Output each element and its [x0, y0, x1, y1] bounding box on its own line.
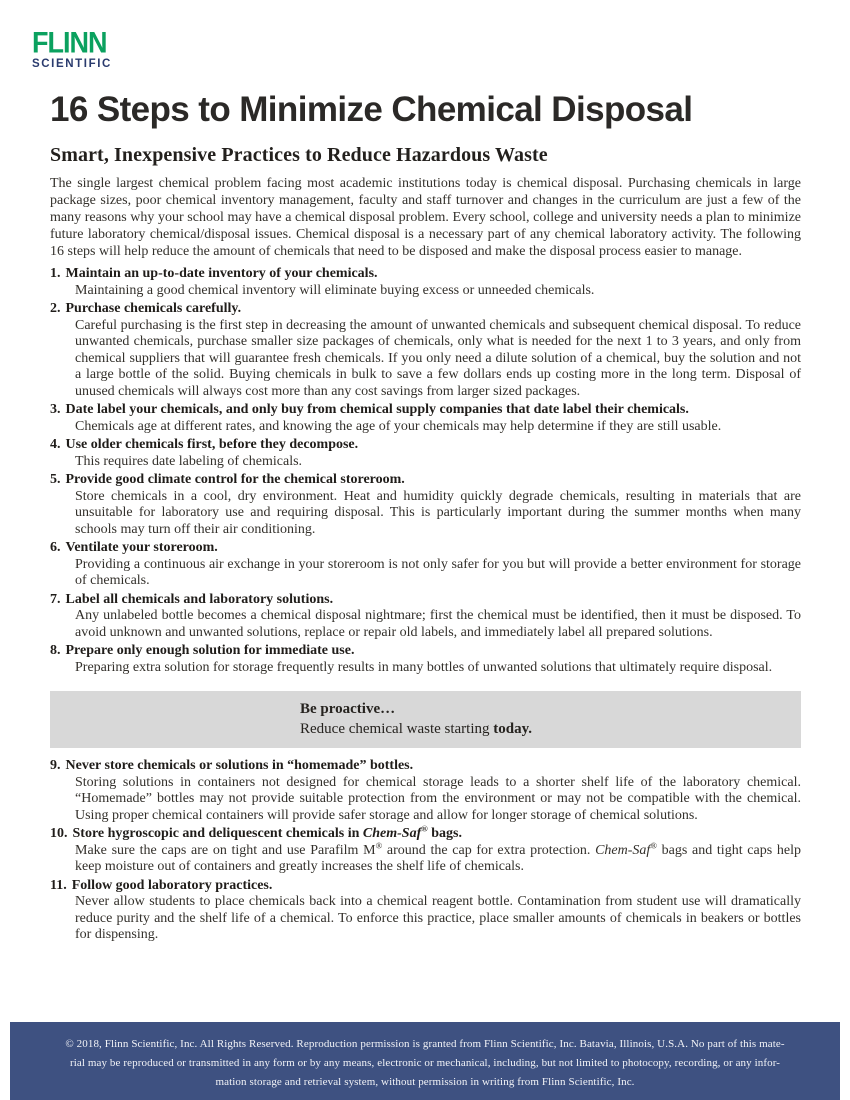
step-body: Never allow students to place chemicals back into a chemical reagent bottle. Contamination from student use will dramatically reduce purity and the shelf life of a chemical. To enforce this practice, place smaller amounts of chemicals in beakers or bottles for dispensing.	[75, 894, 801, 942]
step-item-8	[50, 643, 801, 676]
step-item-5	[50, 472, 801, 538]
step-item-6	[50, 540, 801, 590]
step-item-11	[50, 878, 801, 944]
document-content	[50, 88, 801, 944]
step-body: Preparing extra solution for storage frequently results in many bottles of unwanted solutions that ultimately require disposal.	[75, 659, 773, 675]
step-heading: 6. Ventilate your storeroom.	[50, 540, 218, 555]
step-body: Make sure the caps are on tight and use Parafilm M® around the cap for extra protection. Chem-Saf® bags and tight caps help keep moisture out of containers and greatly increases the shelf life of chemicals.	[75, 839, 801, 874]
step-heading: 1. Maintain an up-to-date inventory of your chemicals.	[50, 266, 378, 281]
steps-list-bottom	[50, 758, 801, 944]
step-number: 2.	[50, 301, 61, 316]
intro-paragraph: The single largest chemical problem facing most academic institutions today is chemical disposal. Purchasing chemicals in large package sizes, poor chemical inventory management, faculty and staff turnover and changes in the curriculum are just a few of the many reasons why your school may have a chemical disposal problem. Every school, college and university needs a plan to minimize future laboratory chemical/disposal issues. Chemical disposal is a necessary part of any chemical laboratory activity. The following 16 steps will help reduce the amount of chemicals that need to be disposed and make the disposal process easier to manage.	[50, 176, 801, 259]
footer-bar	[10, 1022, 840, 1100]
footer-copyright-line-2: rial may be reproduced or transmitted in any form or by any means, electronic or mechanical, including, but not limited to photocopy, recording, or any infor-	[69, 1057, 781, 1069]
step-body: Providing a continuous air exchange in your storeroom is not only safer for you but will provide a better environment for storage of chemicals.	[75, 556, 801, 588]
step-item-7	[50, 592, 801, 642]
footer-copyright-line-1: © 2018, Flinn Scientific, Inc. All Rights Reserved. Reproduction permission is granted from Flinn Scientific, Inc. Batavia, Illinois, U.S.A. No part of this mate-	[65, 1038, 785, 1050]
step-number: 11.	[50, 877, 67, 893]
step-item-10	[50, 823, 801, 876]
step-heading: 9. Never store chemicals or solutions in “homemade” bottles.	[50, 758, 414, 773]
callout-line-1: Be proactive…	[300, 701, 396, 717]
step-body: Careful purchasing is the first step in decreasing the amount of unwanted chemicals and subsequent chemical disposal. To reduce unwanted chemicals, purchase smaller size packages of chemicals, only what is needed for the next 1 to 3 years, and only from chemical suppliers that will guarantee fresh chemicals. If you only need a dilute solution of a chemical, buy the solution and not a large bottle of the solid. Buying chemicals in bulk to save a few dollars ends up costing more in the long term. Disposal of unused chemicals will always cost more than any cost savings from larger sized packages.	[75, 317, 801, 399]
flinn-scientific-logo	[32, 26, 112, 72]
step-number: 1.	[50, 266, 61, 281]
step-heading: 7. Label all chemicals and laboratory solutions.	[50, 591, 334, 607]
step-body: Storing solutions in containers not designed for chemical storage leads to a shorter shelf life of the laboratory chemical. “Homemade” bottles may not provide suitable protection from the environment or may not be compatible with the chemical. Using proper chemical containers will provide safer storage and allow for longer storage of chemical solutions.	[75, 774, 801, 823]
steps-list-top	[50, 266, 801, 676]
page-subtitle: Smart, Inexpensive Practices to Reduce Hazardous Waste	[50, 144, 548, 166]
step-number: 4.	[50, 437, 61, 452]
step-heading: 2. Purchase chemicals carefully.	[50, 301, 242, 316]
step-body: This requires date labeling of chemicals.	[75, 453, 303, 469]
callout-line-2	[300, 719, 791, 739]
footer-copyright-line-3: mation storage and retrieval system, without permission in writing from Flinn Scientific, Inc.	[215, 1076, 635, 1088]
step-number: 10.	[50, 826, 68, 841]
step-heading: 5. Provide good climate control for the chemical storeroom.	[50, 472, 405, 487]
step-number: 5.	[50, 472, 61, 487]
step-item-4	[50, 437, 801, 470]
step-number: 6.	[50, 540, 61, 555]
step-body: Maintaining a good chemical inventory will eliminate buying excess or unneeded chemicals.	[75, 282, 595, 298]
logo-scientific-text: SCIENTIFIC	[32, 58, 112, 70]
page-title: 16 Steps to Minimize Chemical Disposal	[50, 90, 693, 129]
step-heading: 3. Date label your chemicals, and only buy from chemical supply companies that date label their chemicals.	[50, 402, 689, 417]
step-body: Any unlabeled bottle becomes a chemical disposal nightmare; first the chemical must be identified, then it must be disposed. To avoid unknown and unwanted solutions, replace or repair old labels, and immediately label all prepared solutions.	[75, 608, 801, 640]
step-number: 7.	[50, 591, 61, 607]
step-heading: 8. Prepare only enough solution for immediate use.	[50, 643, 355, 658]
step-item-3	[50, 402, 801, 435]
step-number: 9.	[50, 758, 61, 773]
callout-line-2-bold: today.	[493, 721, 533, 737]
step-heading: 11. Follow good laboratory practices.	[50, 877, 273, 893]
step-item-1	[50, 266, 801, 299]
step-heading: 4. Use older chemicals first, before they decompose.	[50, 437, 359, 452]
step-number: 8.	[50, 643, 61, 658]
callout-box	[50, 691, 801, 748]
step-item-9	[50, 758, 801, 824]
step-item-2	[50, 301, 801, 400]
step-number: 3.	[50, 402, 61, 417]
step-heading: 10. Store hygroscopic and deliquescent chemicals in Chem-Saf® bags.	[50, 823, 462, 841]
callout-line-2-regular: Reduce chemical waste starting	[300, 721, 494, 737]
logo-flinn-text: FLINN	[32, 26, 107, 60]
step-body: Chemicals age at different rates, and knowing the age of your chemicals may help determine if they are still usable.	[75, 418, 722, 434]
step-body: Store chemicals in a cool, dry environment. Heat and humidity quickly degrade chemicals, resulting in materials that are unsuitable for laboratory use and requiring disposal. This is particularly important during the summer months when many schools may turn off their air conditioning.	[75, 488, 801, 537]
